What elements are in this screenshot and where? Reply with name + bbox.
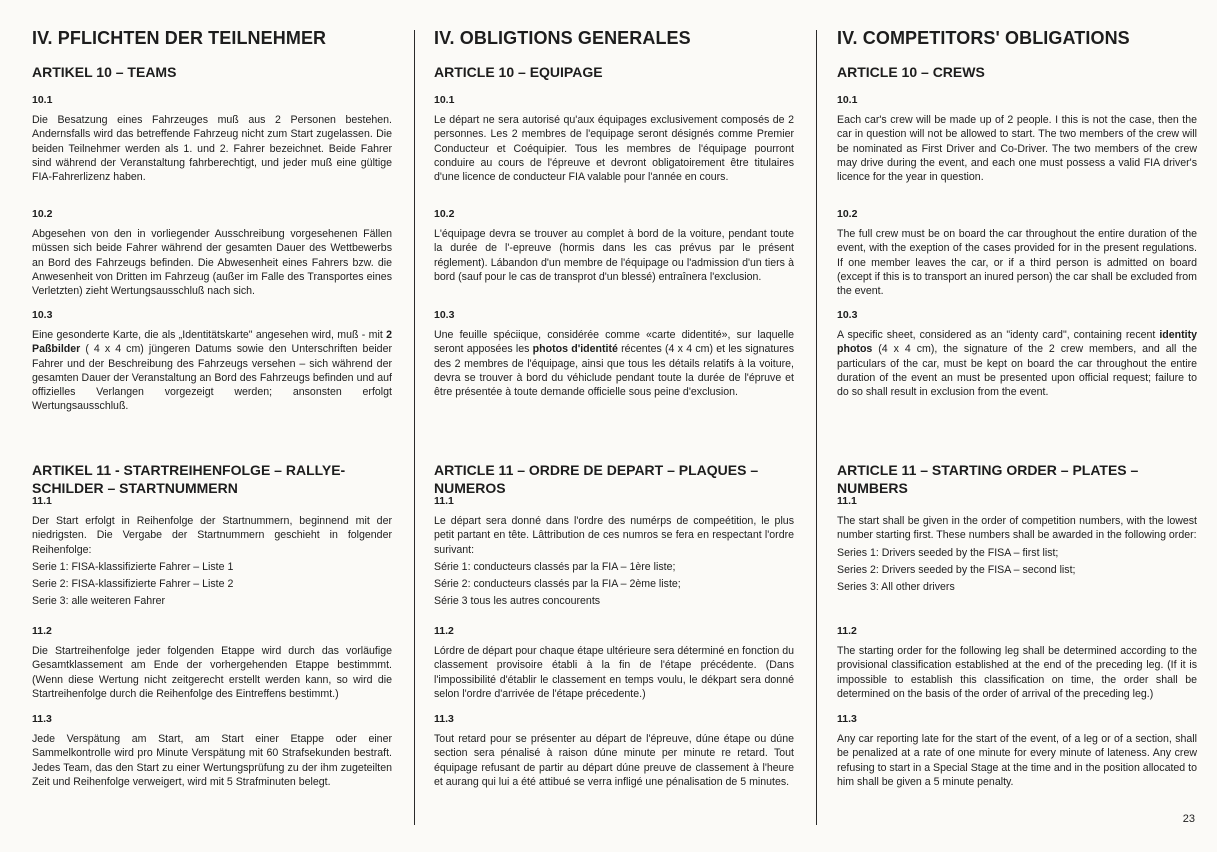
section-text: Le départ ne sera autorisé qu'aux équipages exclusivement composés de 2 personnes. Les 2 membres de l'equipage seront désignés comme Premier Conducteur et Coéquipier. Tous les membres de l'équipage pourront conduire au cours de l'épreuve et devront obligatoirement être titulaires d'une licence de conducteur FIA valable pour l'année en cours. [434,114,794,184]
section-text: Any car reporting late for the start of the event, of a leg or of a section, shall be penalized at a rate of one minute for every minute of lateness. Any crew refusing to start in a Special Stage at the time and in the position allocated to him shall be given a 5 minute penalty. [837,733,1197,788]
series-line: Série 3 tous les autres concourents [434,595,601,608]
section-text: Each car's crew will be made up of 2 people. I this is not the case, then the car in question will not be allowed to start. The two members of the crew will be nominated as First Driver and Co-Driver. The two members of the crew may drive during the event, and each one must possess a valid FIA driver's licence for the year in question. [837,114,1197,184]
section-10-1 [434,93,794,184]
column-divider [816,30,817,825]
column-german [32,24,392,824]
series-line: Serie 1: FISA-klassifizierte Fahrer – Liste 1 [32,560,234,573]
section-text: A specific sheet, considered as an "identy card", containing recent identity photos (4 x 4 cm), the signature of the 2 crew members, and all the particulars of the car, must be kept on board the car throughout the entire duration of the event an must be presented upon official request; failure to do so shall result in exclusion from the event. [837,329,1197,399]
section-11-3 [32,712,392,789]
section-number: 11.2 [434,625,454,637]
section-number: 10.3 [434,309,455,321]
article-11-title: ARTICLE 11 – STARTING ORDER – PLATES – NUMBERS [837,462,1139,496]
section-11-1 [837,494,1197,594]
section-number: 11.1 [32,495,52,507]
section-number: 10.1 [837,94,858,106]
section-10-3 [837,308,1197,399]
series-line: Série 1: conducteurs classés par la FIA – 1ère liste; [434,560,676,573]
page-number: 23 [1182,813,1195,825]
section-text: Abgesehen von den in vorliegender Ausschreibung vorgesehenen Fällen müssen sich beide Fahrer während der gesamten Dauer des Wettbewerbs an Bord des Fahrzeugs befinden. Die Abwesenheit eines Fahrers bzw. die Anwesenheit von Dritten im Fahrzeug (außer im Falle des Transportes eines Verletzten) zieht Wertungsausschluß nach sich. [32,228,392,298]
section-11-2 [837,624,1197,701]
section-10-3 [32,308,392,414]
section-number: 10.1 [32,94,53,106]
section-11-1 [434,494,794,609]
section-number: 11.3 [434,713,454,725]
section-text: Der Start erfolgt in Reihenfolge der Startnummern, beginnend mit der niedrigsten. Die Vergabe der Startnummern geschieht in folgender Reihenfolge: [32,515,392,556]
article-10-title: ARTICLE 10 – EQUIPAGE [434,64,603,80]
section-number: 10.1 [434,94,455,106]
section-number: 10.2 [434,208,455,220]
section-number: 10.3 [32,309,53,321]
section-number: 11.1 [837,495,857,507]
section-text: Die Besatzung eines Fahrzeuges muß aus 2 Personen bestehen. Andernsfalls wird das betreffende Fahrzeug nicht zum Start zugelassen. Die beiden Teilnehmer werden als 1. und 2. Fahrer bezeichnet. Beide Fahrer sind während der Veranstaltung fahrberechtigt, und jeder muß eine gültige FIA-Fahrerlizenz haben. [32,114,392,184]
section-text: Lórdre de départ pour chaque étape ultérieure sera déterminé en fonction du classement provisoire établi à la fin de l'étape précédente. (Dans l'impossibilité d'établir le classement en temps voulu, le dékpart sera donné selon l'ordre d'arrivée de l'étape précedente.) [434,645,794,700]
article-11-title: ARTIKEL 11 - STARTREIHENFOLGE – RALLYE-SCHILDER – STARTNUMMERN [32,462,346,496]
section-11-2 [434,624,794,701]
section-text: The start shall be given in the order of competition numbers, with the lowest number starting first. These numbers shall be awarded in the following order: [837,515,1197,542]
section-text: Eine gesonderte Karte, die als „Identitätskarte" angesehen wird, muß - mit 2 Paßbilder ( 4 x 4 cm) jüngeren Datums sowie den Unterschriften beider Fahrer und der Beschreibung des Fahrzeugs versehen – sich während der gesamten Dauer der Veranstaltung an Bord des Fahrzeugs befinden und auf offizielles Verlangen vorgezeigt werden; ansonsten erfolgt Wertungsausschluß. [32,329,392,413]
section-10-1 [32,93,392,184]
section-number: 11.3 [32,713,52,725]
section-11-3 [434,712,794,789]
section-11-2 [32,624,392,701]
section-number: 11.1 [434,495,454,507]
section-number: 10.2 [32,208,53,220]
section-number: 10.3 [837,309,858,321]
section-number: 11.2 [32,625,52,637]
article-11-title: ARTICLE 11 – ORDRE DE DEPART – PLAQUES – NUMEROS [434,462,759,496]
series-line: Series 1: Drivers seeded by the FISA – first list; [837,546,1059,559]
column-english [837,24,1197,824]
section-text: Die Startreihenfolge jeder folgenden Etappe wird durch das vorläufige Gesamtklassement am Ende der vorhergehenden Etappe bestimmmt. (Wenn diese Wertung nicht zeitgerecht erstellt werden kann, so wird die Startreihenfolge durch die Reihenfolge des Eintreffens bestimmt.) [32,645,392,700]
section-number: 11.2 [837,625,857,637]
section-11-3 [837,712,1197,789]
series-line: Series 2: Drivers seeded by the FISA – second list; [837,563,1076,576]
section-11-1 [32,494,392,609]
article-10-title: ARTICLE 10 – CREWS [837,64,985,80]
section-text: The full crew must be on board the car throughout the entire duration of the event, with the exeption of the cases provided for in the present regulations. If one member leaves the car, or if a third person is admitted on board (except if this is to transport an inured person) the car shall be excluded from the event. [837,228,1197,298]
part-title: IV. PFLICHTEN DER TEILNEHMER [32,28,327,48]
series-line: Série 2: conducteurs classés par la FIA – 2ème liste; [434,578,681,591]
section-10-2 [32,207,392,298]
section-text: L'équipage devra se trouver au complet à bord de la voiture, pendant toute la durée de l'-epreuve (hormis dans les cas prévus par le présent réglement). Lábandon d'un membre de l'équipage ou l'admission d'un tiers à bord (sauf pour le cas de transprot d'un blessé) entraînera l'exclusion. [434,228,794,283]
part-title: IV. OBLIGTIONS GENERALES [434,28,691,48]
section-number: 10.2 [837,208,858,220]
series-line: Serie 3: alle weiteren Fahrer [32,595,166,608]
column-divider [414,30,415,825]
section-text: The starting order for the following leg shall be determined according to the provisional classification established at the end of the preceding leg. (If it is impossible to establish this classification on time, the order shall be determined on the basis of the order of arrival of the preceding leg.) [837,645,1197,700]
section-text: Jede Verspätung am Start, am Start einer Etappe oder einer Sammelkontrolle wird pro Minute Verspätung mit 60 Strafsekunden bestraft. Jedes Team, das den Start zu einer Wertungsprüfung zu der ihm zugeteilten Zeit und Reihenfolge verweigert, wird mit 5 Strafminuten belegt. [32,733,392,788]
section-text: Le départ sera donné dans l'ordre des numérps de compeétition, le plus petit partant en tête. Lâttribution de ces numros se fera en respectant l'ordre surivant: [434,515,794,556]
section-10-2 [434,207,794,284]
section-text: Une feuille spéciique, considérée comme «carte didentité», sur laquelle seront apposées les photos d'identité récentes (4 x 4 cm) et les signatures des 2 membres de l'équipage, ainsi que tous les détails relatifs à la voiture, devra se trouver à bord du véhiclude pendant toute la durée de l'épruve et être présentée à toute demande officielle sous peine d'exclusion. [434,329,794,399]
section-10-1 [837,93,1197,184]
section-number: 11.3 [837,713,857,725]
section-text: Tout retard pour se présenter au départ de l'épreuve, dúne étape ou dúne section sera pénalisé à raison dúne minute per minute re retard. Tout équipage refusant de partir au départ dúne preuve de classement à l'heure et aurang qui lui a été attibué se verra infligé une pénalisation de 5 minutes. [434,733,794,788]
column-french [434,24,794,824]
series-line: Series 3: All other drivers [837,581,955,594]
series-line: Serie 2: FISA-klassifizierte Fahrer – Liste 2 [32,578,234,591]
article-10-title: ARTIKEL 10 – TEAMS [32,64,177,80]
section-10-2 [837,207,1197,298]
part-title: IV. COMPETITORS' OBLIGATIONS [837,28,1130,48]
section-10-3 [434,308,794,399]
